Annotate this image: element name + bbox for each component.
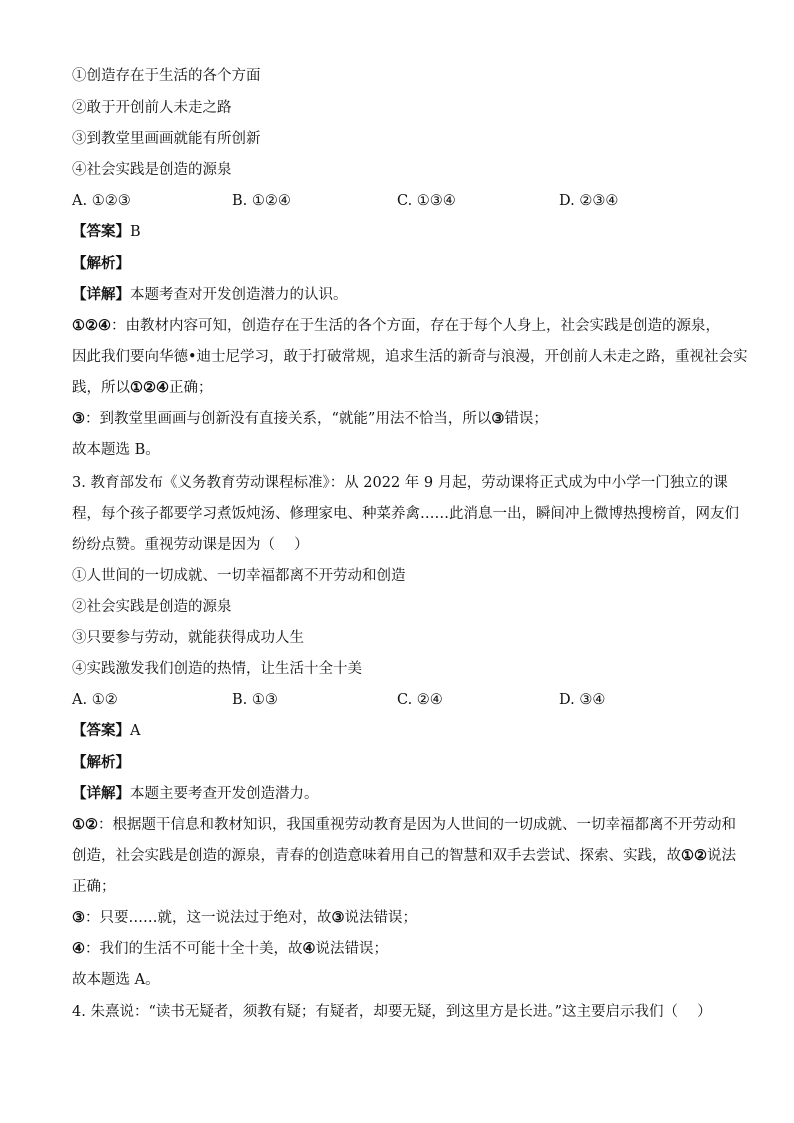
q3-options (72, 690, 732, 710)
q3-para3 (72, 939, 732, 959)
paragraph-text: ：根据题干信息和教材知识，我国重视劳动教育是因为人世间的一切成就、一切幸福都离不开劳动和 (98, 817, 736, 833)
analysis-tag: 【解析】 (72, 754, 130, 771)
option-label: ③ (72, 909, 85, 926)
q2-option-c: C. ①③④ (397, 193, 456, 209)
paragraph-text: 创造，社会实践是创造的源泉，青春的创造意味着用自己的智慧和双手去尝试、探索、实践，故 (72, 848, 681, 864)
detail-text: 本题考查对开发创造潜力的认识。 (130, 287, 348, 303)
paragraph-text: ：只要……就，这一说法过于绝对，故 (85, 910, 332, 926)
q3-option-d: D. ③④ (559, 692, 606, 708)
option-label: ①②④ (72, 317, 111, 334)
paragraph-text: 践，所以 (72, 380, 130, 396)
q3-analysis (72, 753, 732, 773)
q3-statement-1: ①人世间的一切成就、一切幸福都离不开劳动和创造 (72, 568, 406, 584)
answer-tag: 【答案】 (72, 722, 130, 739)
paragraph-text: 说法错误； (344, 910, 417, 926)
q2-statement-1: ①创造存在于生活的各个方面 (72, 68, 261, 84)
q3-stem-line3: 纷纷点赞。重视劳动课是因为（ ） (72, 537, 309, 553)
q2-options (72, 191, 732, 211)
q2-option-d: D. ②③④ (559, 193, 619, 209)
q2-answer (72, 222, 732, 242)
q2-statement-4: ④社会实践是创造的源泉 (72, 162, 232, 178)
q2-statement-2: ②敢于开创前人未走之路 (72, 100, 232, 116)
analysis-tag: 【解析】 (72, 255, 130, 272)
q3-option-b: B. ①③ (232, 692, 278, 708)
q2-para1-line1 (72, 316, 732, 336)
answer-value: B (130, 224, 141, 240)
option-label: ④ (302, 940, 316, 957)
detail-tag: 【详解】 (72, 785, 130, 802)
option-label: ①②④ (130, 379, 169, 396)
q2-analysis (72, 254, 732, 274)
q2-para2 (72, 409, 732, 429)
q2-detail (72, 285, 732, 305)
paragraph-text: 说法错误； (315, 941, 388, 957)
q3-option-c: C. ②④ (397, 692, 443, 708)
q4-stem: 4. 朱熹说：“读书无疑者，须教有疑；有疑者，却要无疑，到这里方是长进。”这主要启示我们（ ） (72, 1004, 712, 1020)
option-label: ③ (491, 410, 505, 427)
q3-detail (72, 784, 732, 804)
q3-para2 (72, 908, 732, 928)
paragraph-text: ：由教材内容可知，创造存在于生活的各个方面，存在于每个人身上，社会实践是创造的源泉， (111, 318, 720, 334)
paragraph-text: 错误； (504, 411, 548, 427)
q3-para1-line1 (72, 815, 736, 835)
paragraph-text: 说法 (707, 848, 736, 864)
q3-statement-2: ②社会实践是创造的源泉 (72, 599, 232, 615)
detail-tag: 【详解】 (72, 286, 130, 303)
q2-para1-line3 (72, 378, 732, 398)
paragraph-text: ：我们的生活不可能十全十美，故 (85, 941, 303, 957)
answer-tag: 【答案】 (72, 223, 130, 240)
q3-statement-3: ③只要参与劳动，就能获得成功人生 (72, 630, 304, 646)
q2-statement-3: ③到教堂里画画就能有所创新 (72, 131, 261, 147)
q3-conclusion: 故本题选 A。 (72, 972, 160, 988)
option-label: ①② (72, 816, 98, 833)
q3-stem-line2: 程，每个孩子都要学习煮饭炖汤、修理家电、种菜养禽……此消息一出，瞬间冲上微博热搜榜首，网友们 (72, 506, 739, 522)
q2-conclusion: 故本题选 B。 (72, 442, 160, 458)
option-label: ③ (72, 410, 85, 427)
q2-para1-line2: 因此我们要向华德•迪士尼学习，敢于打破常规，追求生活的新奇与浪漫，开创前人未走之路，重视社会实 (72, 349, 748, 365)
option-label: ③ (331, 909, 345, 926)
option-label: ①② (681, 847, 707, 864)
q3-para1-line3: 正确； (72, 879, 116, 895)
q2-option-b: B. ①②④ (232, 193, 291, 209)
q3-para1-line2 (72, 846, 736, 866)
paragraph-text: ：到教堂里画画与创新没有直接关系，“就能”用法不恰当，所以 (85, 411, 492, 427)
q2-option-a: A. ①②③ (72, 193, 131, 209)
q3-stem-line1: 3. 教育部发布《义务教育劳动课程标准》：从 2022 年 9 月起，劳动课将正式成为中小学一门独立的课 (72, 475, 728, 491)
q3-option-a: A. ①② (72, 692, 118, 708)
q3-answer (72, 721, 732, 741)
detail-text: 本题主要考查开发创造潜力。 (130, 786, 319, 802)
option-label: ④ (72, 940, 85, 957)
paragraph-text: 正确； (169, 380, 213, 396)
q3-statement-4: ④实践激发我们创造的热情，让生活十全十美 (72, 661, 362, 677)
answer-value: A (130, 723, 141, 739)
